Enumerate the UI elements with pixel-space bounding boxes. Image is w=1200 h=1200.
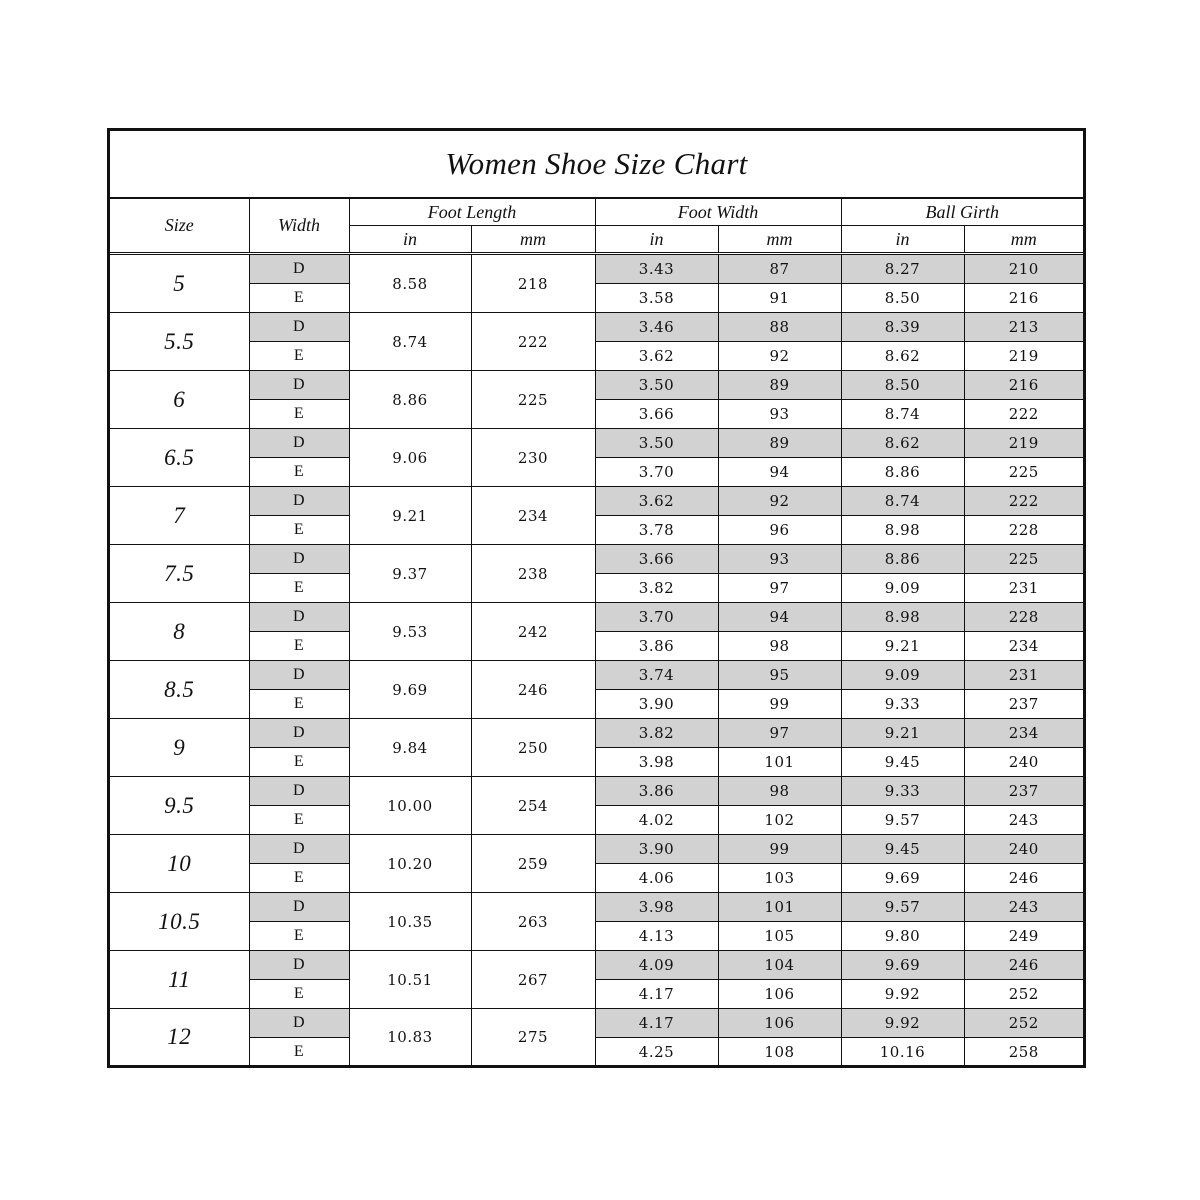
foot-width-in-value: 3.58 — [595, 284, 718, 313]
foot-length-mm-value: 267 — [471, 951, 595, 1009]
ball-girth-in-value: 8.86 — [841, 545, 964, 574]
foot-width-mm-value: 108 — [718, 1038, 841, 1067]
foot-width-in-value: 4.06 — [595, 864, 718, 893]
table-row — [110, 429, 1083, 458]
foot-width-in-value: 3.70 — [595, 603, 718, 632]
size-value: 10 — [110, 835, 249, 893]
size-value: 11 — [110, 951, 249, 1009]
ball-girth-mm-value: 228 — [964, 516, 1083, 545]
foot-width-mm-value: 97 — [718, 719, 841, 748]
foot-width-in-value: 3.98 — [595, 748, 718, 777]
foot-width-mm-value: 98 — [718, 632, 841, 661]
ball-girth-mm-value: 225 — [964, 458, 1083, 487]
size-value: 6 — [110, 371, 249, 429]
ball-girth-mm-value: 228 — [964, 603, 1083, 632]
ball-girth-mm-value: 234 — [964, 632, 1083, 661]
width-value: D — [249, 777, 349, 806]
foot-width-in-value: 3.86 — [595, 777, 718, 806]
header-foot-length-mm: mm — [471, 226, 595, 254]
foot-length-in-value: 10.83 — [349, 1009, 471, 1067]
ball-girth-in-value: 9.21 — [841, 719, 964, 748]
ball-girth-in-value: 8.50 — [841, 371, 964, 400]
foot-width-in-value: 4.17 — [595, 980, 718, 1009]
width-value: E — [249, 864, 349, 893]
foot-width-in-value: 3.90 — [595, 835, 718, 864]
foot-width-in-value: 3.74 — [595, 661, 718, 690]
table-row — [110, 313, 1083, 342]
table-row — [110, 980, 1083, 1009]
table-row — [110, 371, 1083, 400]
ball-girth-mm-value: 252 — [964, 980, 1083, 1009]
foot-length-in-value: 9.69 — [349, 661, 471, 719]
foot-length-mm-value: 275 — [471, 1009, 595, 1067]
foot-width-mm-value: 104 — [718, 951, 841, 980]
foot-width-mm-value: 94 — [718, 603, 841, 632]
ball-girth-mm-value: 219 — [964, 429, 1083, 458]
foot-width-in-value: 4.13 — [595, 922, 718, 951]
foot-length-mm-value: 218 — [471, 254, 595, 313]
foot-length-mm-value: 242 — [471, 603, 595, 661]
foot-width-in-value: 4.09 — [595, 951, 718, 980]
width-value: E — [249, 342, 349, 371]
foot-width-in-value: 3.82 — [595, 574, 718, 603]
foot-length-in-value: 9.06 — [349, 429, 471, 487]
table-row — [110, 922, 1083, 951]
table-row — [110, 661, 1083, 690]
width-value: D — [249, 313, 349, 342]
size-value: 5.5 — [110, 313, 249, 371]
foot-length-mm-value: 230 — [471, 429, 595, 487]
width-value: D — [249, 661, 349, 690]
ball-girth-in-value: 9.45 — [841, 835, 964, 864]
width-value: D — [249, 487, 349, 516]
foot-length-in-value: 9.53 — [349, 603, 471, 661]
ball-girth-in-value: 8.27 — [841, 254, 964, 284]
ball-girth-in-value: 8.39 — [841, 313, 964, 342]
width-value: E — [249, 922, 349, 951]
ball-girth-in-value: 9.33 — [841, 690, 964, 719]
foot-length-mm-value: 259 — [471, 835, 595, 893]
foot-width-mm-value: 94 — [718, 458, 841, 487]
ball-girth-in-value: 8.74 — [841, 487, 964, 516]
width-value: D — [249, 603, 349, 632]
header-foot-width: Foot Width — [595, 199, 841, 226]
ball-girth-mm-value: 246 — [964, 951, 1083, 980]
foot-width-mm-value: 99 — [718, 690, 841, 719]
foot-length-in-value: 10.00 — [349, 777, 471, 835]
foot-width-in-value: 4.02 — [595, 806, 718, 835]
foot-length-in-value: 8.58 — [349, 254, 471, 313]
foot-width-in-value: 3.70 — [595, 458, 718, 487]
ball-girth-in-value: 8.98 — [841, 516, 964, 545]
ball-girth-in-value: 9.69 — [841, 864, 964, 893]
table-row — [110, 487, 1083, 516]
ball-girth-mm-value: 210 — [964, 254, 1083, 284]
table-row — [110, 893, 1083, 922]
foot-width-mm-value: 89 — [718, 371, 841, 400]
ball-girth-mm-value: 243 — [964, 806, 1083, 835]
ball-girth-mm-value: 219 — [964, 342, 1083, 371]
foot-width-in-value: 3.66 — [595, 400, 718, 429]
ball-girth-mm-value: 216 — [964, 371, 1083, 400]
foot-width-mm-value: 99 — [718, 835, 841, 864]
ball-girth-mm-value: 249 — [964, 922, 1083, 951]
table-row — [110, 951, 1083, 980]
ball-girth-in-value: 9.33 — [841, 777, 964, 806]
title-bar — [110, 131, 1083, 199]
ball-girth-mm-value: 222 — [964, 400, 1083, 429]
width-value: E — [249, 574, 349, 603]
table-row — [110, 458, 1083, 487]
ball-girth-in-value: 9.09 — [841, 661, 964, 690]
ball-girth-in-value: 8.50 — [841, 284, 964, 313]
table-row — [110, 748, 1083, 777]
foot-length-mm-value: 225 — [471, 371, 595, 429]
foot-width-mm-value: 93 — [718, 400, 841, 429]
foot-length-mm-value: 234 — [471, 487, 595, 545]
ball-girth-mm-value: 246 — [964, 864, 1083, 893]
ball-girth-in-value: 9.57 — [841, 806, 964, 835]
foot-width-in-value: 3.90 — [595, 690, 718, 719]
foot-length-in-value: 10.20 — [349, 835, 471, 893]
size-value: 8 — [110, 603, 249, 661]
foot-length-mm-value: 263 — [471, 893, 595, 951]
foot-width-mm-value: 87 — [718, 254, 841, 284]
width-value: E — [249, 1038, 349, 1067]
foot-width-mm-value: 96 — [718, 516, 841, 545]
width-value: D — [249, 254, 349, 284]
ball-girth-in-value: 8.74 — [841, 400, 964, 429]
table-row — [110, 806, 1083, 835]
foot-width-mm-value: 102 — [718, 806, 841, 835]
table-row — [110, 545, 1083, 574]
ball-girth-mm-value: 240 — [964, 748, 1083, 777]
table-row — [110, 1009, 1083, 1038]
size-table — [110, 199, 1083, 1067]
width-value: E — [249, 400, 349, 429]
ball-girth-mm-value: 231 — [964, 574, 1083, 603]
width-value: D — [249, 371, 349, 400]
size-value: 8.5 — [110, 661, 249, 719]
table-header — [110, 199, 1083, 254]
table-row — [110, 864, 1083, 893]
foot-width-mm-value: 93 — [718, 545, 841, 574]
ball-girth-in-value: 10.16 — [841, 1038, 964, 1067]
width-value: E — [249, 980, 349, 1009]
foot-width-mm-value: 95 — [718, 661, 841, 690]
foot-width-in-value: 4.25 — [595, 1038, 718, 1067]
ball-girth-in-value: 9.21 — [841, 632, 964, 661]
ball-girth-in-value: 8.62 — [841, 429, 964, 458]
foot-width-in-value: 3.62 — [595, 342, 718, 371]
table-row — [110, 516, 1083, 545]
foot-length-mm-value: 246 — [471, 661, 595, 719]
table-row — [110, 632, 1083, 661]
ball-girth-mm-value: 240 — [964, 835, 1083, 864]
width-value: E — [249, 690, 349, 719]
width-value: E — [249, 748, 349, 777]
ball-girth-mm-value: 231 — [964, 661, 1083, 690]
ball-girth-in-value: 8.62 — [841, 342, 964, 371]
width-value: D — [249, 429, 349, 458]
foot-width-in-value: 3.62 — [595, 487, 718, 516]
table-row — [110, 690, 1083, 719]
foot-length-in-value: 8.86 — [349, 371, 471, 429]
ball-girth-mm-value: 252 — [964, 1009, 1083, 1038]
foot-length-mm-value: 254 — [471, 777, 595, 835]
foot-width-in-value: 3.66 — [595, 545, 718, 574]
table-row — [110, 254, 1083, 284]
width-value: E — [249, 516, 349, 545]
foot-length-in-value: 9.37 — [349, 545, 471, 603]
foot-length-mm-value: 238 — [471, 545, 595, 603]
ball-girth-mm-value: 213 — [964, 313, 1083, 342]
width-value: E — [249, 284, 349, 313]
size-value: 12 — [110, 1009, 249, 1067]
header-ball-girth: Ball Girth — [841, 199, 1083, 226]
foot-width-mm-value: 89 — [718, 429, 841, 458]
shoe-size-chart — [107, 128, 1086, 1068]
foot-width-mm-value: 92 — [718, 487, 841, 516]
width-value: E — [249, 632, 349, 661]
width-value: D — [249, 1009, 349, 1038]
page-title: Women Shoe Size Chart — [445, 146, 748, 181]
foot-width-mm-value: 106 — [718, 980, 841, 1009]
foot-width-mm-value: 101 — [718, 748, 841, 777]
foot-length-in-value: 10.51 — [349, 951, 471, 1009]
width-value: D — [249, 893, 349, 922]
foot-width-mm-value: 88 — [718, 313, 841, 342]
foot-length-in-value: 9.21 — [349, 487, 471, 545]
table-row — [110, 342, 1083, 371]
header-size: Size — [110, 199, 249, 254]
foot-width-mm-value: 91 — [718, 284, 841, 313]
ball-girth-in-value: 9.80 — [841, 922, 964, 951]
ball-girth-in-value: 8.86 — [841, 458, 964, 487]
table-row — [110, 284, 1083, 313]
table-row — [110, 400, 1083, 429]
table-row — [110, 574, 1083, 603]
table-row — [110, 777, 1083, 806]
width-value: E — [249, 806, 349, 835]
foot-width-in-value: 3.82 — [595, 719, 718, 748]
foot-width-mm-value: 97 — [718, 574, 841, 603]
foot-width-mm-value: 101 — [718, 893, 841, 922]
table-body — [110, 254, 1083, 1067]
foot-length-mm-value: 250 — [471, 719, 595, 777]
ball-girth-in-value: 9.92 — [841, 980, 964, 1009]
foot-width-in-value: 3.78 — [595, 516, 718, 545]
header-foot-length-in: in — [349, 226, 471, 254]
header-ball-girth-mm: mm — [964, 226, 1083, 254]
foot-width-in-value: 3.50 — [595, 371, 718, 400]
header-foot-width-in: in — [595, 226, 718, 254]
ball-girth-mm-value: 234 — [964, 719, 1083, 748]
foot-width-in-value: 3.50 — [595, 429, 718, 458]
size-value: 9 — [110, 719, 249, 777]
ball-girth-in-value: 9.09 — [841, 574, 964, 603]
ball-girth-in-value: 9.69 — [841, 951, 964, 980]
ball-girth-in-value: 9.92 — [841, 1009, 964, 1038]
ball-girth-mm-value: 237 — [964, 690, 1083, 719]
foot-width-in-value: 4.17 — [595, 1009, 718, 1038]
table-row — [110, 835, 1083, 864]
ball-girth-mm-value: 237 — [964, 777, 1083, 806]
table-row — [110, 1038, 1083, 1067]
foot-width-mm-value: 98 — [718, 777, 841, 806]
header-ball-girth-in: in — [841, 226, 964, 254]
foot-width-in-value: 3.98 — [595, 893, 718, 922]
foot-width-in-value: 3.46 — [595, 313, 718, 342]
width-value: D — [249, 835, 349, 864]
foot-length-mm-value: 222 — [471, 313, 595, 371]
size-value: 5 — [110, 254, 249, 313]
size-value: 7.5 — [110, 545, 249, 603]
header-width: Width — [249, 199, 349, 254]
ball-girth-mm-value: 258 — [964, 1038, 1083, 1067]
width-value: D — [249, 719, 349, 748]
ball-girth-mm-value: 216 — [964, 284, 1083, 313]
size-value: 9.5 — [110, 777, 249, 835]
foot-length-in-value: 8.74 — [349, 313, 471, 371]
foot-length-in-value: 9.84 — [349, 719, 471, 777]
foot-width-in-value: 3.43 — [595, 254, 718, 284]
ball-girth-in-value: 8.98 — [841, 603, 964, 632]
width-value: E — [249, 458, 349, 487]
foot-width-mm-value: 103 — [718, 864, 841, 893]
ball-girth-mm-value: 225 — [964, 545, 1083, 574]
foot-length-in-value: 10.35 — [349, 893, 471, 951]
header-foot-length: Foot Length — [349, 199, 595, 226]
ball-girth-mm-value: 243 — [964, 893, 1083, 922]
width-value: D — [249, 951, 349, 980]
header-foot-width-mm: mm — [718, 226, 841, 254]
ball-girth-mm-value: 222 — [964, 487, 1083, 516]
width-value: D — [249, 545, 349, 574]
table-row — [110, 603, 1083, 632]
foot-width-mm-value: 106 — [718, 1009, 841, 1038]
size-value: 7 — [110, 487, 249, 545]
table-row — [110, 719, 1083, 748]
size-value: 6.5 — [110, 429, 249, 487]
foot-width-mm-value: 92 — [718, 342, 841, 371]
foot-width-in-value: 3.86 — [595, 632, 718, 661]
size-value: 10.5 — [110, 893, 249, 951]
ball-girth-in-value: 9.45 — [841, 748, 964, 777]
foot-width-mm-value: 105 — [718, 922, 841, 951]
ball-girth-in-value: 9.57 — [841, 893, 964, 922]
